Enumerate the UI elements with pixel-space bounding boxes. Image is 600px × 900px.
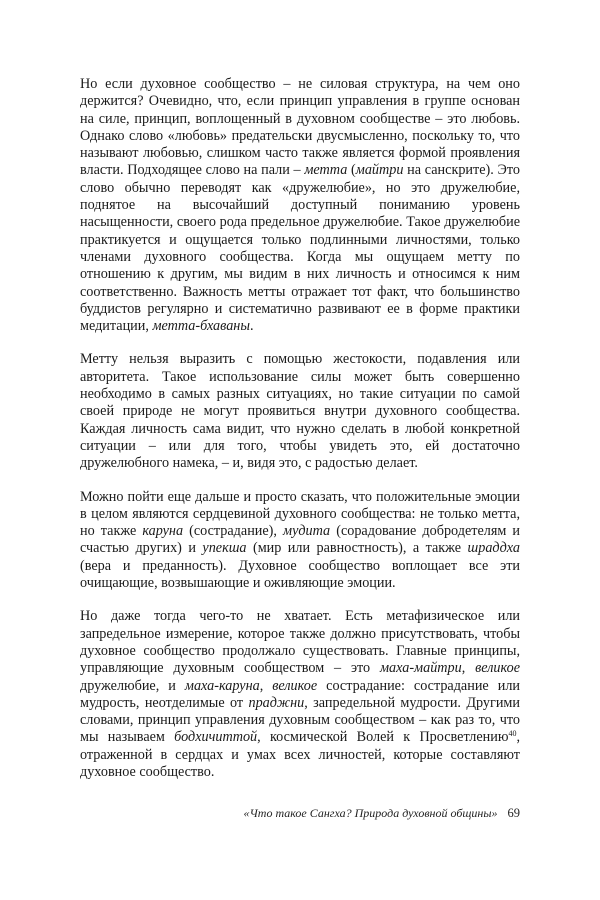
text-run: Можно пойти еще дальше и просто сказать, что положительные эмоции в целом являются сердцевиной духовного сообщества: не только метта, но также: [80, 488, 520, 540]
text-run: Но даже тогда чего-то не хватает. Есть метафизическое или запредельное измерение, которое также должно присутствовать, чтобы духовное сообщество продолжало существовать. Главные принципы, управляющие духовным сообществом – это: [80, 608, 520, 677]
text-run: (сорадование добродетелям и счастью других) и: [80, 523, 521, 557]
italic-term: шраддха: [467, 540, 520, 557]
italic-term: маха-майтри: [379, 660, 462, 677]
paragraph-4: [80, 608, 520, 781]
italic-term: великое: [475, 660, 520, 677]
italic-term: великое: [272, 677, 318, 694]
text-run: на санскрите). Это слово обычно переводят как «дружелюбие», но это дружелюбие, поднятое на высочайший доступный пониманию уровень насыщенности, своего рода предельное дружелюбие. Такое дружелюбие практикуется и ощущается только подлинными личностями, только членами духовного сообщества. Когда мы ощущаем метту по отношению к другим, мы видим в них личность и относимся к ним соответственно. Важность метты отражает тот факт, что большинство буддистов регулярно и систематично развивают ее в форме практики медитации,: [80, 162, 520, 335]
paragraph-1: [80, 76, 520, 335]
paragraph-2: [80, 351, 520, 472]
text-run: ,: [259, 677, 273, 694]
text-run: (: [347, 162, 356, 179]
italic-term: бодхичиттой: [174, 729, 258, 746]
italic-term: каруна: [142, 523, 184, 540]
italic-term: маха-каруна: [184, 677, 260, 694]
text-run: , отраженной в сердцах и умах всех личностей, которые составляют духовное сообщество.: [80, 729, 520, 780]
text-run: , запредельной мудрости. Другими словами, принцип управления духовным сообществом – как раз то, что мы называем: [80, 694, 520, 746]
italic-term: праджни: [248, 694, 305, 711]
text-run: (мир или равностность), а также: [246, 540, 468, 557]
text-run: Но если духовное сообщество – не силовая структура, на чем оно держится? Очевидно, что, если принцип управления в группе основан на силе, принцип, воплощенный в духовном сообществе – это любовь. Однако слово «любовь» предательски двусмысленно, поскольку то, что называют любовью, слишком часто также является формой проявления власти. Подходящее слово на пали –: [80, 76, 520, 179]
text-run: (вера и преданность). Духовное сообщество воплощает все эти очищающие, возвышающие и оживляющие эмоции.: [80, 557, 520, 592]
text-run: дружелюбие, и: [80, 677, 185, 694]
italic-term: метта-бхаваны: [152, 318, 250, 335]
body-text: [80, 76, 520, 797]
running-title: «Что такое Сангха? Природа духовной общины»: [243, 806, 498, 820]
italic-term: мудита: [283, 523, 331, 540]
text-run: , космической Волей к Просветлению: [257, 729, 509, 746]
text-run: ,: [461, 660, 476, 677]
text-run: .: [249, 318, 254, 335]
text-run: Метту нельзя выразить с помощью жестокости, подавления или авторитета. Такое использование силы может быть совершенно необходимо в самых разных ситуациях, но такие ситуации по самой своей природе не могут проявиться внутри духовного сообщества. Каждая личность сама видит, что нужно сделать в любой конкретной ситуации – или для того, чтобы увидеть это, ей достаточно дружелюбного намека, – и, видя это, с радостью делает.: [80, 351, 520, 472]
italic-term: упекша: [202, 540, 247, 557]
footnote-ref: 40: [508, 729, 517, 739]
page-footer: [80, 806, 520, 821]
text-run: сострадание: сострадание или мудрость, неотделимые от: [80, 677, 520, 711]
italic-term: майтри: [355, 162, 404, 179]
paragraph-3: [80, 489, 520, 593]
italic-term: метта: [304, 162, 348, 179]
text-run: (сострадание),: [183, 523, 284, 540]
page-number: 69: [507, 806, 520, 820]
